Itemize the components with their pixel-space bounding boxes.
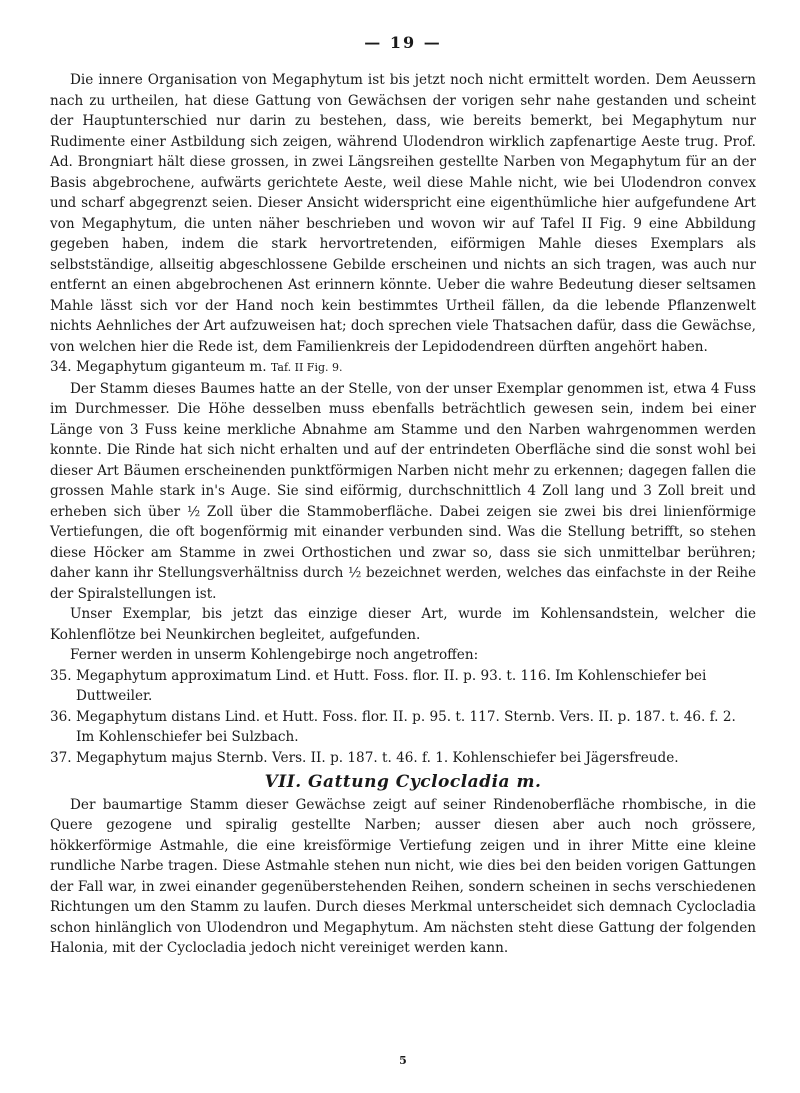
paragraph-cyclocladia: Der baumartige Stamm dieser Gewächse zeigt auf seiner Rindenoberfläche rhombische, in die Quere gezogene und spiralig gestellte Narben; ausser diesen aber auch noch grössere, hökkerförmige Astmahle, die eine kreisförmige Vertiefung zeigen und in ihrer Mitte eine kleine rundliche Narbe tragen. Diese Astmahle stehen nun nicht, wie dies bei den beiden vorigen Gattungen der Fall war, in zwei einander gegenüberstehenden Reihen, sondern scheinen in sechs verschiedenen Richtungen um den Stamm zu laufen. Durch dieses Merkmal unterscheidet sich demnach Cyclocladia schon hinlänglich von Ulodendron und Megaphytum. Am nächsten steht diese Gattung der folgenden Halonia, mit der Cyclocladia jedoch nicht vereiniget werden kann. xyxy=(50,796,756,956)
species-entry-37: 37. Megaphytum majus Sternb. Vers. II. p. 187. t. 46. f. 1. Kohlenschiefer bei Jägersfreude. xyxy=(50,749,679,766)
section-heading: VII. Gattung Cyclocladia m. xyxy=(264,772,542,792)
species-entry-36: 36. Megaphytum distans Lind. et Hutt. Foss. flor. II. p. 95. t. 117. Sternb. Vers. II. p. 187. t. 46. f. 2. Im Kohlenschiefer bei Sulzbach. xyxy=(50,708,736,745)
paragraph-34-locality: Unser Exemplar, bis jetzt das einzige dieser Art, wurde im Kohlensandstein, welcher die Kohlenflötze bei Neunkirchen begleitet, aufgefunden. xyxy=(50,606,756,643)
species-entry-35: 35. Megaphytum approximatum Lind. et Hutt. Foss. flor. II. p. 93. t. 116. Im Kohlenschiefer bei Duttweiler. xyxy=(50,667,707,704)
signature-mark: 5 xyxy=(399,1054,407,1067)
paragraph-intro: Die innere Organisation von Megaphytum ist bis jetzt noch nicht ermittelt worden. Dem Aeussern nach zu urtheilen, hat diese Gattung von Gewächsen der vorigen sehr nahe gestanden und scheint der Hauptunterschied nur darin zu bestehen, dass, wie bereits bemerkt, bei Megaphytum nur Rudimente einer Astbildung sich zeigen, während Ulodendron wirklich zapfenartige Aeste trug. Prof. Ad. Brongniart hält diese grossen, in zwei Längsreihen gestellte Narben von Megaphytum für an der Basis abgebrochene, aufwärts gerichtete Aeste, weil diese Mahle nicht, wie bei Ulodendron convex und scharf abgegrenzt seien. Dieser Ansicht widerspricht eine eigenthümliche hier aufgefundene Art von Megaphytum, die unten näher beschrieben und wovon wir auf Tafel II Fig. 9 eine Abbildung gegeben haben, indem die stark hervortretenden, eiförmigen Mahle dieses Exemplars als selbstständige, allseitig abgeschlossene Gebilde erscheinen und nichts an sich tragen, was auch nur entfernt an einen abgebrochenen Ast erinnern könnte. Ueber die wahre Bedeutung dieser seltsamen Mahle lässt sich vor der Hand noch kein bestimmtes Urtheil fällen, da die lebende Pflanzenwelt nichts Aehnliches der Art aufzuweisen hat; doch sprechen viele Thatsachen dafür, dass die Gewächse, von welchen hier die Rede ist, dem Familienkreis der Lepidodendreen dürften angehört haben. xyxy=(50,72,756,355)
species-entry-34 xyxy=(50,357,756,379)
entry-34-plate-ref: Taf. II Fig. 9. xyxy=(270,361,343,374)
page-body xyxy=(50,70,756,959)
entry-34-heading: 34. Megaphytum giganteum m. xyxy=(50,359,267,375)
paragraph-34-description: Der Stamm dieses Baumes hatte an der Stelle, von der unser Exemplar genommen ist, etwa 4 Fuss im Durchmesser. Die Höhe desselben muss ebenfalls beträchtlich gewesen sein, indem bei einer Länge von 3 Fuss keine merkliche Abnahme am Stamme und den Narben wahrgenommen werden konnte. Die Rinde hat sich nicht erhalten und auf der entrindeten Oberfläche sind die sonst wohl bei dieser Art Bäumen erscheinenden punktförmigen Narben nicht mehr zu erkennen; dagegen fallen die grossen Mahle stark in's Auge. Sie sind eiförmig, durchschnittlich 4 Zoll lang und 3 Zoll breit und erheben sich über ½ Zoll über die Stammoberfläche. Dabei zeigen sie zwei bis drei linienförmige Vertiefungen, die oft bogenförmig mit einander verbunden sind. Was die Stellung betrifft, so stehen diese Höcker am Stamme in zwei Orthostichen und zwar so, dass sie sich unmittelbar berühren; daher kann ihr Stellungsverhältniss durch ½ bezeichnet werden, welches das einfachste in der Reihe der Spiralstellungen ist. xyxy=(50,380,756,602)
paragraph-34-further: Ferner werden in unserm Kohlengebirge noch angetroffen: xyxy=(70,647,479,663)
page-number: — 19 — xyxy=(364,33,442,52)
